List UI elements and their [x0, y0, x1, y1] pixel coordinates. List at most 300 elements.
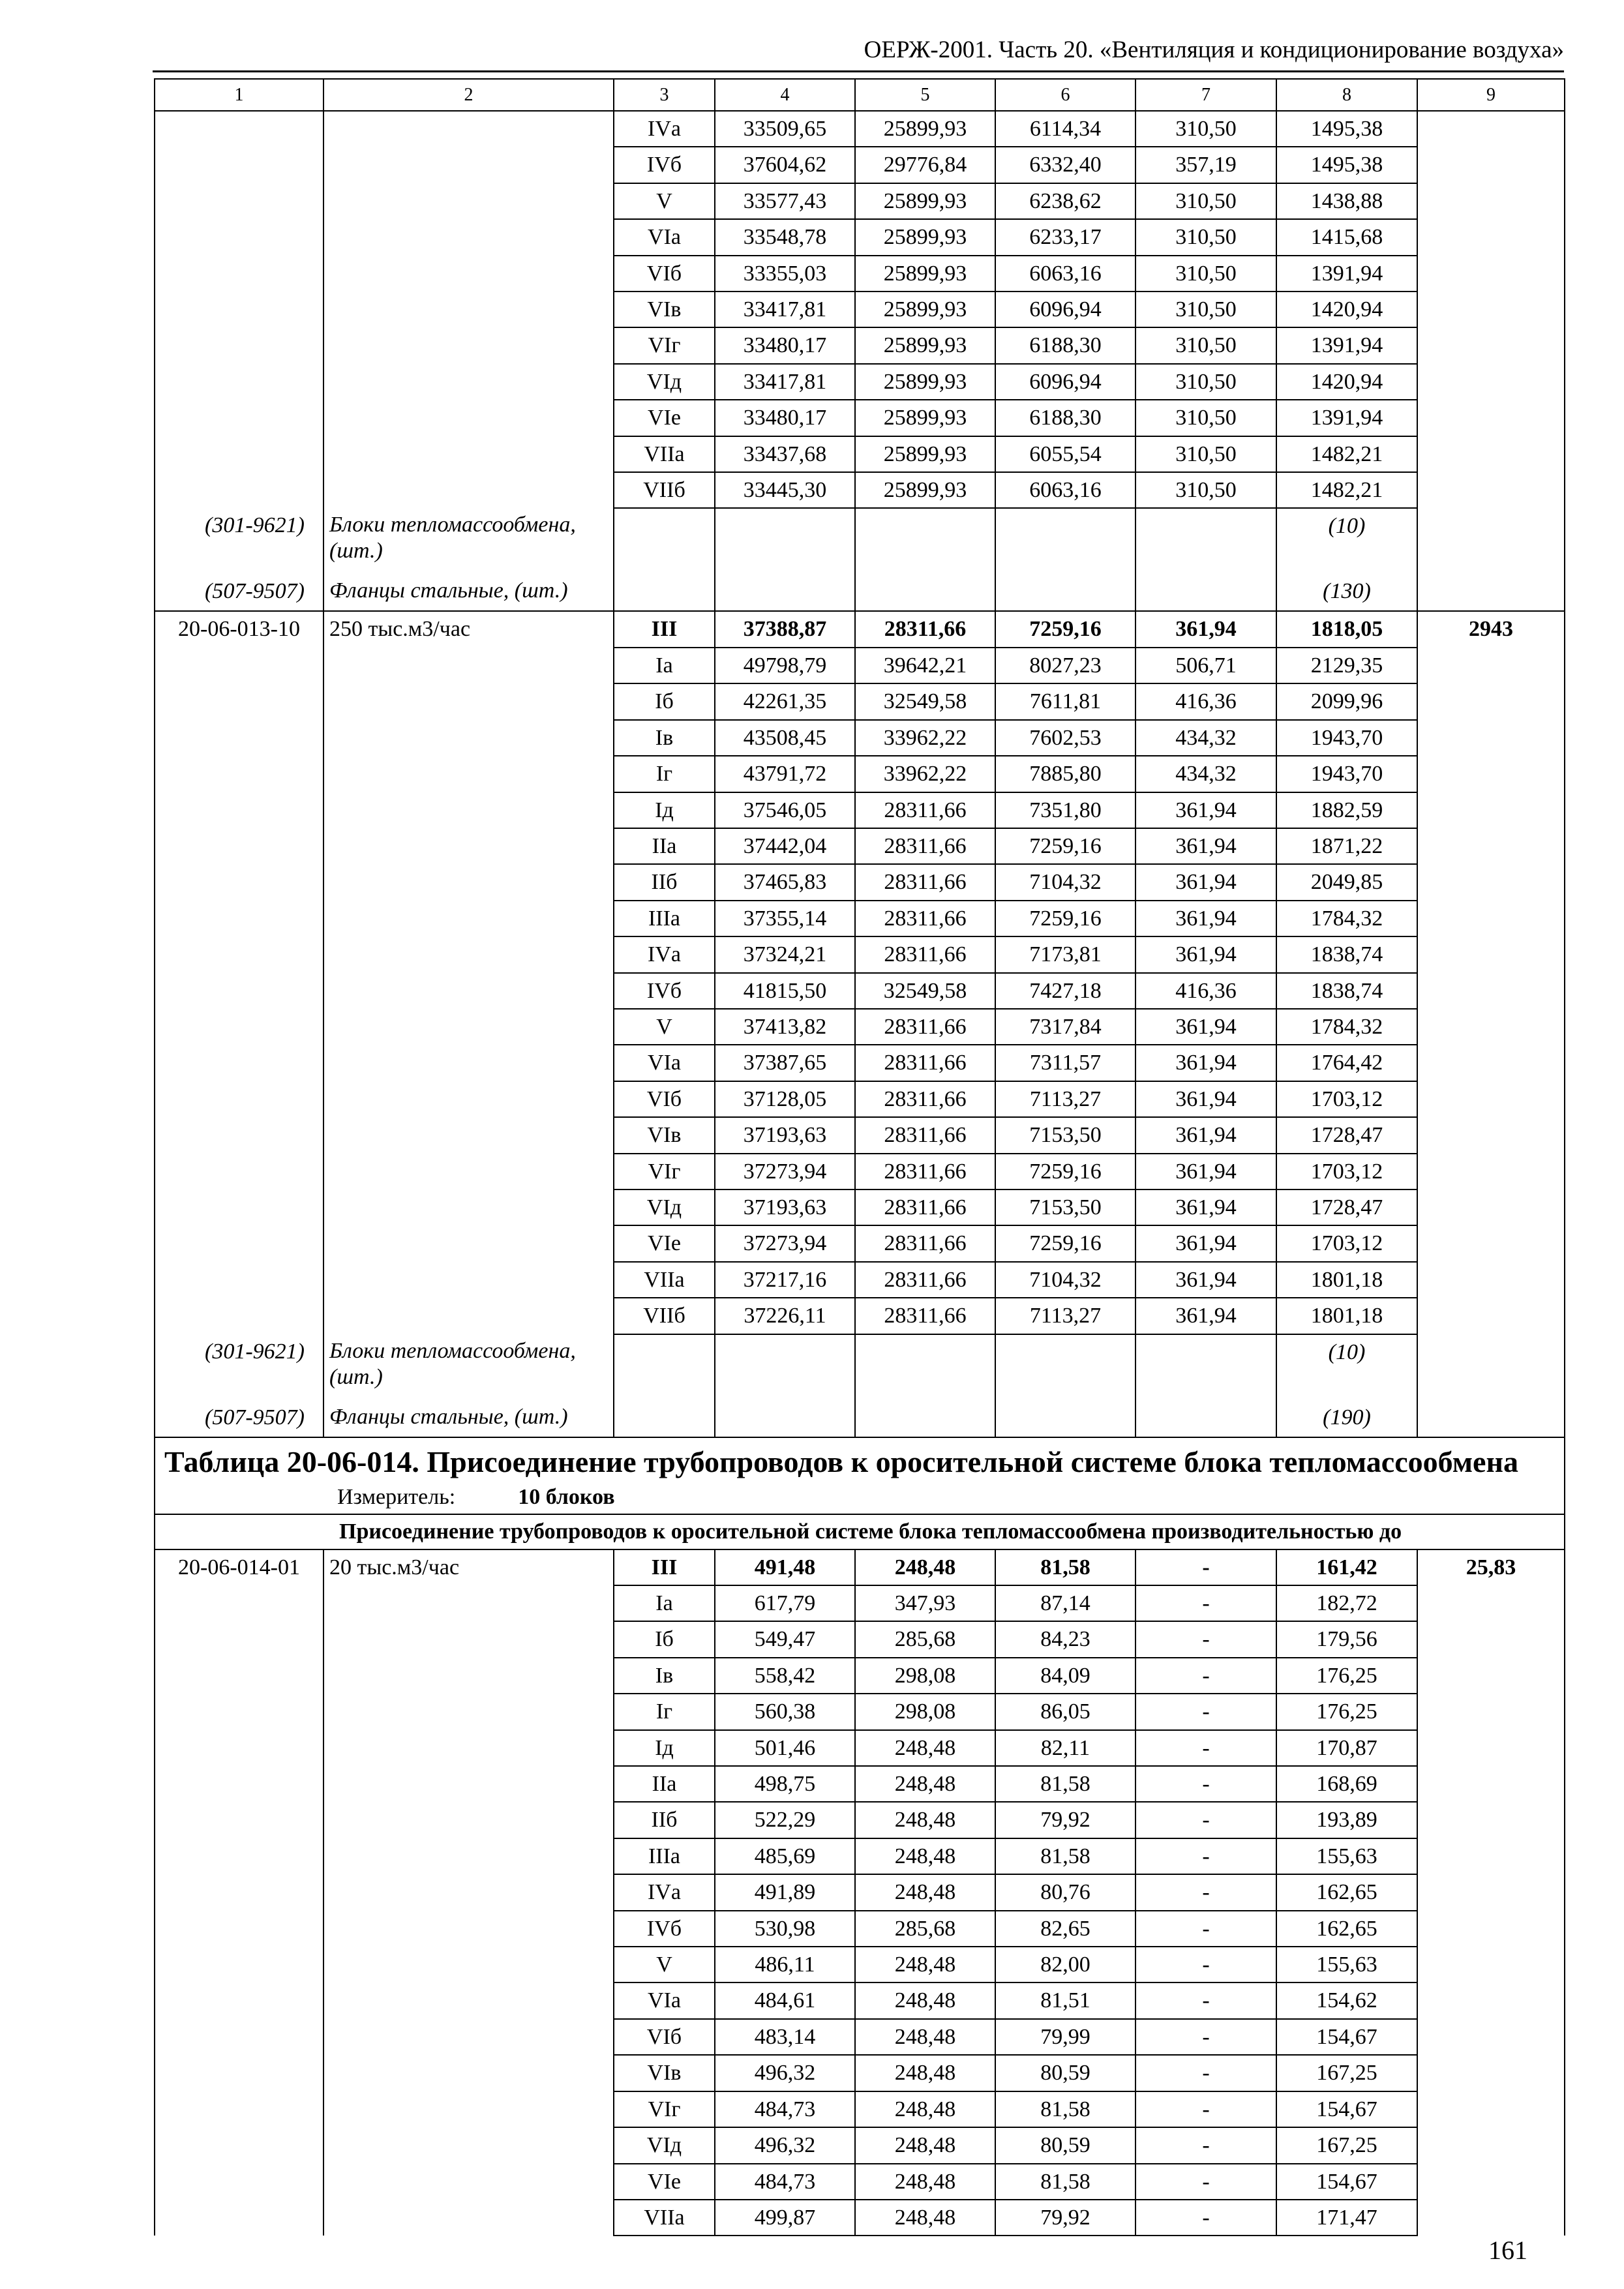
table-row	[155, 1911, 1565, 1947]
driver-wages-cell: 357,19	[1135, 147, 1276, 183]
materials-cell: 176,25	[1276, 1694, 1417, 1729]
materials-cell: 1943,70	[1276, 756, 1417, 792]
empty-cell	[855, 1334, 995, 1400]
rate-code	[155, 2164, 323, 2200]
rate-name	[323, 1225, 614, 1261]
rate-code	[155, 436, 323, 472]
wages-cell: 298,08	[855, 1658, 995, 1694]
wages-cell: 248,48	[855, 2091, 995, 2127]
wages-cell: 25899,93	[855, 256, 995, 292]
driver-wages-cell: 361,94	[1135, 1262, 1276, 1298]
table-row	[155, 2164, 1565, 2200]
machines-cell: 82,65	[995, 1911, 1135, 1947]
table-row	[155, 400, 1565, 436]
labor-cell	[1417, 292, 1565, 327]
driver-wages-cell: -	[1135, 1549, 1276, 1585]
rate-name	[323, 364, 614, 400]
direct-cost-cell: 37193,63	[715, 1117, 855, 1153]
materials-cell: 1703,12	[1276, 1225, 1417, 1261]
empty-cell	[715, 508, 855, 574]
rate-name	[323, 111, 614, 147]
materials-cell: 1943,70	[1276, 720, 1417, 756]
column-number: 4	[715, 79, 855, 111]
direct-cost-cell: 42261,35	[715, 683, 855, 719]
rate-code	[155, 2055, 323, 2091]
wages-cell: 248,48	[855, 1947, 995, 1982]
rate-name	[323, 292, 614, 327]
machines-cell: 6114,34	[995, 111, 1135, 147]
machines-cell: 84,09	[995, 1658, 1135, 1694]
direct-cost-cell: 37193,63	[715, 1189, 855, 1225]
rate-code	[155, 1766, 323, 1802]
empty-cell	[614, 1400, 715, 1437]
empty-cell	[855, 508, 995, 574]
rate-name	[323, 2019, 614, 2055]
rate-name	[323, 1982, 614, 2018]
table-row	[155, 1947, 1565, 1982]
resource-code: (507-9507)	[155, 1400, 323, 1437]
machines-cell: 7113,27	[995, 1298, 1135, 1334]
wages-cell: 28311,66	[855, 1189, 995, 1225]
measure-line	[155, 1481, 1565, 1514]
materials-cell: 1482,21	[1276, 436, 1417, 472]
zone-cell: IVа	[614, 936, 715, 972]
table-row	[155, 611, 1565, 647]
driver-wages-cell: 416,36	[1135, 683, 1276, 719]
rate-code	[155, 219, 323, 255]
wages-cell: 248,48	[855, 1982, 995, 2018]
empty-cell	[715, 574, 855, 611]
rate-name	[323, 2127, 614, 2163]
rate-code	[155, 683, 323, 719]
driver-wages-cell: 310,50	[1135, 327, 1276, 363]
rate-code	[155, 1911, 323, 1947]
table-row	[155, 1658, 1565, 1694]
machines-cell: 7104,32	[995, 864, 1135, 900]
labor-cell	[1417, 1262, 1565, 1298]
column-number: 7	[1135, 79, 1276, 111]
rate-code	[155, 111, 323, 147]
wages-cell: 25899,93	[855, 183, 995, 219]
zone-cell: IIа	[614, 1766, 715, 1802]
direct-cost-cell: 496,32	[715, 2127, 855, 2163]
machines-cell: 7259,16	[995, 611, 1135, 647]
resource-row	[155, 574, 1565, 611]
direct-cost-cell: 499,87	[715, 2200, 855, 2236]
measure-value: 10 блоков	[518, 1484, 615, 1509]
labor-cell	[1417, 864, 1565, 900]
wages-cell: 347,93	[855, 1585, 995, 1621]
labor-cell	[1417, 2019, 1565, 2055]
labor-cell	[1417, 1225, 1565, 1261]
driver-wages-cell: 434,32	[1135, 756, 1276, 792]
rate-code	[155, 327, 323, 363]
rate-code	[155, 400, 323, 436]
table-row	[155, 864, 1565, 900]
materials-cell: 1420,94	[1276, 364, 1417, 400]
materials-cell: 168,69	[1276, 1766, 1417, 1802]
empty-cell	[995, 1400, 1135, 1437]
empty-cell	[855, 574, 995, 611]
labor-cell	[1417, 792, 1565, 828]
rate-name	[323, 1766, 614, 1802]
zone-cell: VIд	[614, 1189, 715, 1225]
wages-cell: 28311,66	[855, 1225, 995, 1261]
labor-cell	[1417, 1874, 1565, 1910]
zone-cell: IIб	[614, 864, 715, 900]
resource-code: (507-9507)	[155, 574, 323, 611]
machines-cell: 7351,80	[995, 792, 1135, 828]
table-row	[155, 1730, 1565, 1766]
column-number: 5	[855, 79, 995, 111]
rate-code	[155, 1117, 323, 1153]
wages-cell: 248,48	[855, 1802, 995, 1838]
direct-cost-cell: 33548,78	[715, 219, 855, 255]
driver-wages-cell: 361,94	[1135, 792, 1276, 828]
table-row	[155, 936, 1565, 972]
labor-cell	[1417, 219, 1565, 255]
driver-wages-cell: -	[1135, 1947, 1276, 1982]
labor-cell	[1417, 1585, 1565, 1621]
table-row	[155, 1081, 1565, 1117]
rate-code	[155, 901, 323, 936]
direct-cost-cell: 37324,21	[715, 936, 855, 972]
driver-wages-cell: 310,50	[1135, 400, 1276, 436]
resource-quantity: (190)	[1276, 1400, 1417, 1437]
table-row	[155, 1874, 1565, 1910]
rate-name: 250 тыс.м3/час	[323, 611, 614, 647]
driver-wages-cell: 361,94	[1135, 1225, 1276, 1261]
table-row	[155, 1585, 1565, 1621]
wages-cell: 25899,93	[855, 219, 995, 255]
zone-cell: VIг	[614, 1154, 715, 1189]
direct-cost-cell: 37273,94	[715, 1225, 855, 1261]
materials-cell: 2129,35	[1276, 648, 1417, 683]
table-row	[155, 1766, 1565, 1802]
table-row	[155, 472, 1565, 508]
resource-row	[155, 1400, 1565, 1437]
labor-cell	[1417, 400, 1565, 436]
rate-name	[323, 2091, 614, 2127]
direct-cost-cell: 37128,05	[715, 1081, 855, 1117]
rate-name	[323, 2164, 614, 2200]
machines-cell: 6238,62	[995, 183, 1135, 219]
zone-cell: IVа	[614, 1874, 715, 1910]
rate-name	[323, 1911, 614, 1947]
rate-code	[155, 1225, 323, 1261]
materials-cell: 161,42	[1276, 1549, 1417, 1585]
zone-cell: Iв	[614, 1658, 715, 1694]
wages-cell: 29776,84	[855, 147, 995, 183]
labor-cell	[1417, 1045, 1565, 1081]
labor-cell	[1417, 1838, 1565, 1874]
labor-cell	[1417, 436, 1565, 472]
rate-code	[155, 183, 323, 219]
machines-cell: 7885,80	[995, 756, 1135, 792]
machines-cell: 8027,23	[995, 648, 1135, 683]
table-row	[155, 1225, 1565, 1261]
zone-cell: VIе	[614, 2164, 715, 2200]
empty-cell	[855, 1400, 995, 1437]
driver-wages-cell: 361,94	[1135, 1117, 1276, 1153]
direct-cost-cell: 43791,72	[715, 756, 855, 792]
labor-cell	[1417, 1189, 1565, 1225]
resource-quantity: (10)	[1276, 508, 1417, 574]
driver-wages-cell: 310,50	[1135, 292, 1276, 327]
wages-cell: 248,48	[855, 1838, 995, 1874]
rate-name	[323, 183, 614, 219]
resource-row	[155, 1334, 1565, 1400]
driver-wages-cell: -	[1135, 1730, 1276, 1766]
wages-cell: 28311,66	[855, 1117, 995, 1153]
labor-cell	[1417, 1154, 1565, 1189]
empty-cell	[1417, 1400, 1565, 1437]
materials-cell: 170,87	[1276, 1730, 1417, 1766]
labor-cell: 25,83	[1417, 1549, 1565, 1585]
materials-cell: 193,89	[1276, 1802, 1417, 1838]
empty-cell	[1135, 1334, 1276, 1400]
wages-cell: 285,68	[855, 1621, 995, 1657]
table-row	[155, 973, 1565, 1009]
labor-cell	[1417, 828, 1565, 864]
driver-wages-cell: 361,94	[1135, 1009, 1276, 1045]
table-row	[155, 1045, 1565, 1081]
labor-cell	[1417, 472, 1565, 508]
driver-wages-cell: 361,94	[1135, 611, 1276, 647]
direct-cost-cell: 33480,17	[715, 400, 855, 436]
labor-cell	[1417, 2091, 1565, 2127]
wages-cell: 25899,93	[855, 400, 995, 436]
rate-code	[155, 828, 323, 864]
rate-name	[323, 792, 614, 828]
direct-cost-cell: 33509,65	[715, 111, 855, 147]
rate-name	[323, 256, 614, 292]
labor-cell	[1417, 1298, 1565, 1334]
wages-cell: 28311,66	[855, 1081, 995, 1117]
zone-cell: VIв	[614, 1117, 715, 1153]
column-number: 2	[323, 79, 614, 111]
machines-cell: 80,76	[995, 1874, 1135, 1910]
zone-cell: IVб	[614, 973, 715, 1009]
zone-cell: III	[614, 1549, 715, 1585]
zone-cell: Iб	[614, 683, 715, 719]
materials-cell: 162,65	[1276, 1911, 1417, 1947]
driver-wages-cell: 310,50	[1135, 111, 1276, 147]
rate-name	[323, 901, 614, 936]
wages-cell: 28311,66	[855, 792, 995, 828]
labor-cell: 2943	[1417, 611, 1565, 647]
machines-cell: 7311,57	[995, 1045, 1135, 1081]
rate-name	[323, 720, 614, 756]
materials-cell: 1801,18	[1276, 1298, 1417, 1334]
rate-name	[323, 1730, 614, 1766]
rate-code	[155, 1838, 323, 1874]
resource-code: (301-9621)	[155, 1334, 323, 1400]
direct-cost-cell: 484,61	[715, 1982, 855, 2018]
empty-cell	[614, 1334, 715, 1400]
rate-name	[323, 1045, 614, 1081]
resource-name: Блоки тепломассообмена, (шт.)	[323, 1334, 614, 1400]
direct-cost-cell: 501,46	[715, 1730, 855, 1766]
rate-name	[323, 973, 614, 1009]
wages-cell: 28311,66	[855, 611, 995, 647]
table-row	[155, 901, 1565, 936]
direct-cost-cell: 491,48	[715, 1549, 855, 1585]
machines-cell: 79,99	[995, 2019, 1135, 2055]
empty-cell	[1417, 1334, 1565, 1400]
driver-wages-cell: -	[1135, 1694, 1276, 1729]
table-row	[155, 1009, 1565, 1045]
rate-name	[323, 327, 614, 363]
labor-cell	[1417, 2055, 1565, 2091]
rate-code	[155, 1585, 323, 1621]
zone-cell: IIб	[614, 1802, 715, 1838]
materials-cell: 1391,94	[1276, 327, 1417, 363]
table-row	[155, 720, 1565, 756]
machines-cell: 6096,94	[995, 292, 1135, 327]
rate-name: 20 тыс.м3/час	[323, 1549, 614, 1585]
machines-cell: 7259,16	[995, 1154, 1135, 1189]
table-row	[155, 1694, 1565, 1729]
machines-cell: 6063,16	[995, 256, 1135, 292]
zone-cell: VIб	[614, 1081, 715, 1117]
driver-wages-cell: 361,94	[1135, 901, 1276, 936]
rate-name	[323, 1802, 614, 1838]
materials-cell: 1784,32	[1276, 901, 1417, 936]
table-row	[155, 1262, 1565, 1298]
table-row	[155, 327, 1565, 363]
column-number: 8	[1276, 79, 1417, 111]
wages-cell: 33962,22	[855, 756, 995, 792]
direct-cost-cell: 37355,14	[715, 901, 855, 936]
direct-cost-cell: 491,89	[715, 1874, 855, 1910]
rate-code	[155, 973, 323, 1009]
zone-cell: VIг	[614, 327, 715, 363]
table-row	[155, 1802, 1565, 1838]
wages-cell: 248,48	[855, 2127, 995, 2163]
rate-name	[323, 2200, 614, 2236]
machines-cell: 6055,54	[995, 436, 1135, 472]
machines-cell: 87,14	[995, 1585, 1135, 1621]
labor-cell	[1417, 111, 1565, 147]
rate-code	[155, 256, 323, 292]
direct-cost-cell: 41815,50	[715, 973, 855, 1009]
zone-cell: Iа	[614, 648, 715, 683]
empty-cell	[1135, 574, 1276, 611]
materials-cell: 1495,38	[1276, 147, 1417, 183]
rate-code	[155, 1694, 323, 1729]
rate-code	[155, 292, 323, 327]
table-row	[155, 2127, 1565, 2163]
direct-cost-cell: 484,73	[715, 2164, 855, 2200]
zone-cell: Iд	[614, 792, 715, 828]
driver-wages-cell: -	[1135, 2091, 1276, 2127]
wages-cell: 28311,66	[855, 901, 995, 936]
direct-cost-cell: 37413,82	[715, 1009, 855, 1045]
machines-cell: 7259,16	[995, 901, 1135, 936]
column-number: 1	[155, 79, 323, 111]
wages-cell: 298,08	[855, 1694, 995, 1729]
materials-cell: 1818,05	[1276, 611, 1417, 647]
table-row	[155, 183, 1565, 219]
labor-cell	[1417, 2164, 1565, 2200]
rate-code	[155, 792, 323, 828]
rate-code: 20-06-013-10	[155, 611, 323, 647]
table-description	[155, 1514, 1565, 1549]
machines-cell: 86,05	[995, 1694, 1135, 1729]
wages-cell: 248,48	[855, 2019, 995, 2055]
rate-name	[323, 1189, 614, 1225]
materials-cell: 167,25	[1276, 2055, 1417, 2091]
labor-cell	[1417, 1621, 1565, 1657]
table-row	[155, 256, 1565, 292]
zone-cell: V	[614, 183, 715, 219]
wages-cell: 39642,21	[855, 648, 995, 683]
labor-cell	[1417, 648, 1565, 683]
rate-name	[323, 756, 614, 792]
direct-cost-cell: 484,73	[715, 2091, 855, 2127]
rate-code	[155, 2200, 323, 2236]
column-number: 3	[614, 79, 715, 111]
driver-wages-cell: 361,94	[1135, 1154, 1276, 1189]
machines-cell: 82,00	[995, 1947, 1135, 1982]
zone-cell: VIа	[614, 1045, 715, 1081]
wages-cell: 28311,66	[855, 828, 995, 864]
zone-cell: Iб	[614, 1621, 715, 1657]
materials-cell: 1728,47	[1276, 1117, 1417, 1153]
rate-name	[323, 864, 614, 900]
rate-code	[155, 1621, 323, 1657]
machines-cell: 7427,18	[995, 973, 1135, 1009]
table-row	[155, 683, 1565, 719]
zone-cell: VIд	[614, 364, 715, 400]
rate-name	[323, 1838, 614, 1874]
materials-cell: 1838,74	[1276, 973, 1417, 1009]
rate-code	[155, 1262, 323, 1298]
direct-cost-cell: 37465,83	[715, 864, 855, 900]
wages-cell: 248,48	[855, 2055, 995, 2091]
rate-code	[155, 1802, 323, 1838]
zone-cell: IIIа	[614, 901, 715, 936]
table-row	[155, 792, 1565, 828]
driver-wages-cell: 434,32	[1135, 720, 1276, 756]
labor-cell	[1417, 364, 1565, 400]
table-row	[155, 364, 1565, 400]
driver-wages-cell: 506,71	[1135, 648, 1276, 683]
description-text: Присоединение трубопроводов к оросительной системе блока тепломассообмена производительностью до	[339, 1519, 1402, 1544]
rate-name	[323, 219, 614, 255]
rate-code	[155, 1154, 323, 1189]
zone-cell: VIб	[614, 256, 715, 292]
materials-cell: 1764,42	[1276, 1045, 1417, 1081]
price-table	[154, 78, 1565, 2236]
column-number: 6	[995, 79, 1135, 111]
zone-cell: IVб	[614, 147, 715, 183]
labor-cell	[1417, 936, 1565, 972]
wages-cell: 248,48	[855, 1874, 995, 1910]
resource-name: Фланцы стальные, (шт.)	[323, 574, 614, 611]
table-row	[155, 1117, 1565, 1153]
zone-cell: IIIа	[614, 1838, 715, 1874]
labor-cell	[1417, 1982, 1565, 2018]
direct-cost-cell: 33417,81	[715, 364, 855, 400]
materials-cell: 1415,68	[1276, 219, 1417, 255]
materials-cell: 1703,12	[1276, 1081, 1417, 1117]
machines-cell: 7259,16	[995, 1225, 1135, 1261]
rate-code	[155, 1298, 323, 1334]
machines-cell: 81,58	[995, 1838, 1135, 1874]
wages-cell: 32549,58	[855, 683, 995, 719]
